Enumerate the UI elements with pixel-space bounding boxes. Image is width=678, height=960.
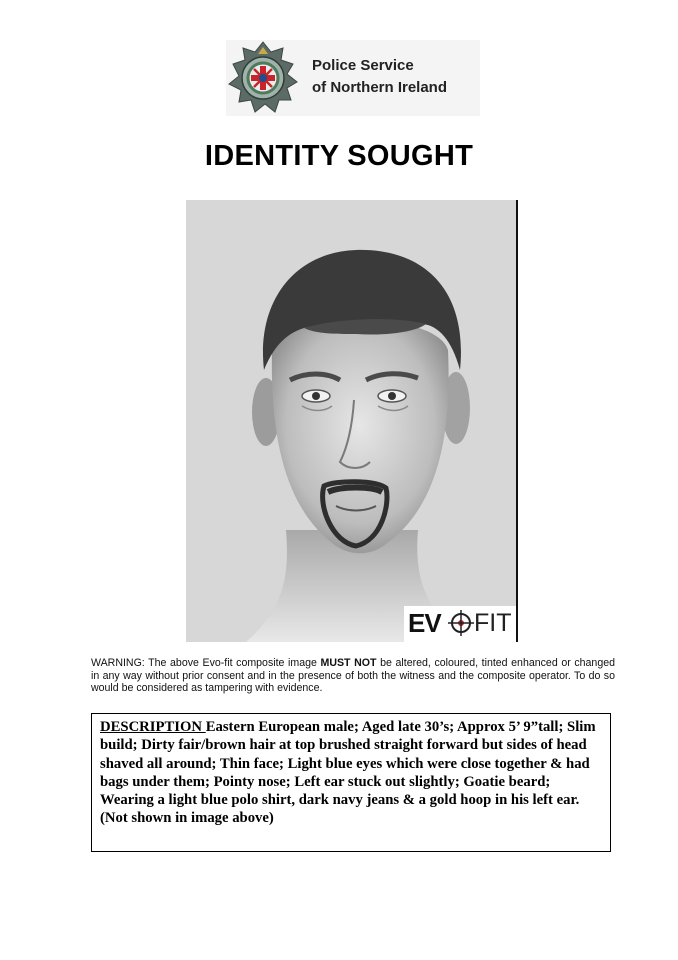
description-label: DESCRIPTION [100,719,206,735]
warning-notice [91,657,615,695]
warning-emphasis: MUST NOT [320,657,377,669]
composite-image [186,200,518,642]
frame-edge [516,200,518,642]
evofit-logo [404,606,516,642]
evofit-logo-evo: EV [408,608,441,638]
warning-prefix: WARNING: The above Evo-fit composite image [91,657,321,669]
description-text [100,718,600,828]
evofit-logo-fit: FIT [474,609,512,637]
crosshair-icon [448,610,474,636]
page-title: IDENTITY SOUGHT [204,140,474,172]
organisation-name-line1: Police Service [312,57,414,74]
organisation-name [312,55,447,99]
description-box [91,713,611,852]
composite-face-illustration [186,200,518,642]
psni-crest-icon [226,41,300,115]
psni-logo [226,40,480,116]
description-body: Eastern European male; Aged late 30’s; Approx 5’ 9”tall; Slim build; Dirty fair/brown hair at top brushed straight forward but sides of head shaved all around; Thin face; Light blue eyes which were close together & had bags under them; Pointy nose; Left ear stuck out slightly; Goatie beard; Wearing a light blue polo shirt, dark navy jeans & a gold hoop in his left ear. (Not shown in image above) [100,719,596,827]
warning-suffix: be altered, coloured, tinted enhanced or changed in any way without prior consent and in the presence of both the witness and the composite operator. To do so would be considered as tampering with evidence. [91,657,615,695]
organisation-name-line2: of Northern Ireland [312,79,448,96]
